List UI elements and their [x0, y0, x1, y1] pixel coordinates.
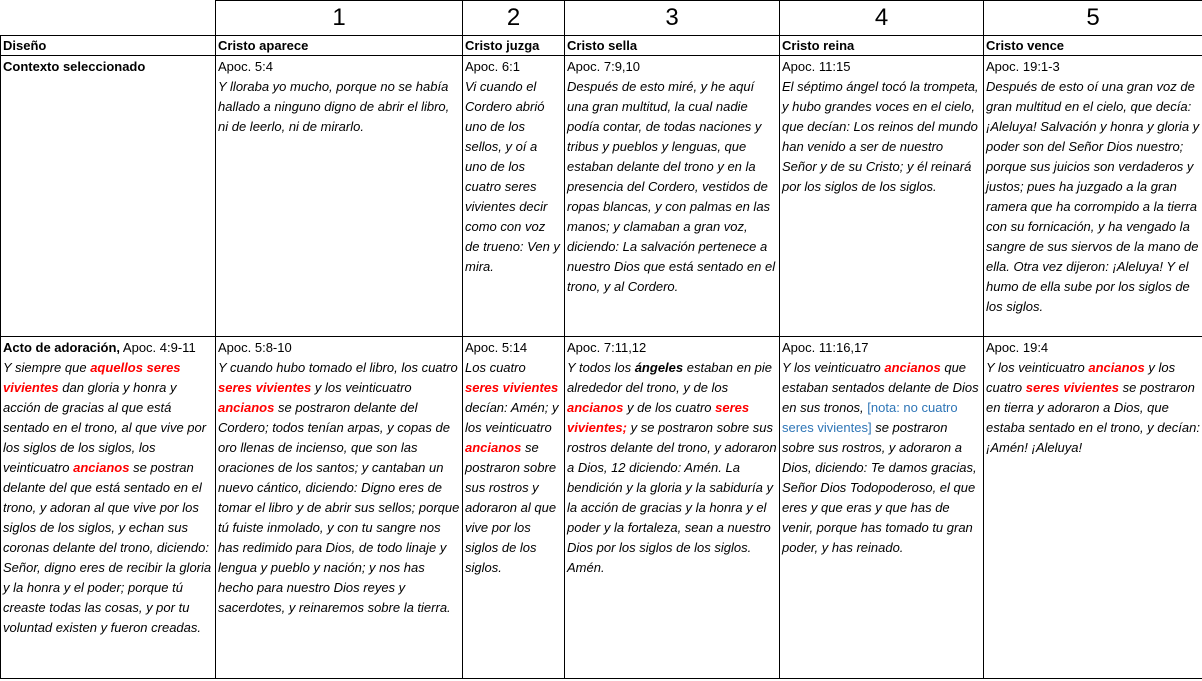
- worship-label-cell: [1, 337, 216, 679]
- highlighted-term: ancianos: [1088, 360, 1145, 375]
- bold-term: ángeles: [634, 360, 684, 375]
- text-segment: se postraron sobre sus rostros y adoraron al que vive por los siglos de los siglos.: [465, 440, 557, 575]
- note-text: [nota: no cuatro seres vivientes]: [782, 400, 958, 435]
- text-segment: Los cuatro: [465, 360, 526, 375]
- column-title: Cristo aparece: [216, 36, 463, 56]
- verse-text: Vi cuando el Cordero abrió uno de los sellos, y oí a uno de los cuatro seres vivientes decir como con voz de trueno: Ven y mira.: [465, 79, 560, 274]
- text-segment: decían: Amén; y los veinticuatro: [465, 400, 559, 435]
- text-segment: y de los cuatro: [623, 400, 716, 415]
- verse-reference: Apoc. 19:4: [986, 340, 1049, 355]
- worship-cell: [463, 337, 565, 679]
- context-cell: [565, 56, 780, 337]
- column-number: 2: [463, 1, 565, 36]
- text-segment: y los veinticuatro: [311, 380, 412, 395]
- text-segment: que estaban sentados delante de Dios en sus tronos,: [782, 360, 979, 415]
- verse-text: [218, 360, 459, 615]
- text-segment: se postraron delante del Cordero; todos tenían arpas, y copas de oro llenas de incienso, que son las oraciones de los santos; y cantaban un nuevo cántico, diciendo: Digno eres de tomar el libro y de abrir sus sellos; porque tú fuiste inmolado, y con tu sangre nos has redimido para Dios, de todo linaje y lengua y pueblo y nación; y nos has hecho para nuestro Dios reyes y sacerdotes, y reinaremos sobre la tierra.: [218, 400, 460, 615]
- highlighted-term: ancianos: [884, 360, 941, 375]
- worship-row: [1, 337, 1202, 679]
- verse-reference: Apoc. 11:15: [782, 59, 851, 74]
- blank-corner-cell: [1, 1, 216, 36]
- highlighted-term: seres vivientes: [465, 380, 559, 395]
- text-segment: Y todos los: [567, 360, 635, 375]
- header-row: [1, 36, 1202, 56]
- highlighted-term: ancianos: [73, 460, 130, 475]
- design-label: Diseño: [1, 36, 216, 56]
- context-row: [1, 56, 1202, 337]
- column-number: 1: [216, 1, 463, 36]
- worship-label: Acto de adoración,: [3, 340, 121, 355]
- verse-text: Después de esto oí una gran voz de gran multitud en el cielo, que decía: ¡Aleluya! Salvación y honra y gloria y poder son del Señor Dios nuestro; porque sus juicios son verdaderos y justos; pues ha juzgado a la gran ramera que ha corrompido a la tierra con su fornicación, y ha vengado la sangre de sus siervos de la mano de ella. Otra vez dijeron: ¡Aleluya! Y el humo de ella sube por los siglos de los siglos.: [986, 79, 1200, 314]
- text-segment: y los cuatro: [986, 360, 1176, 395]
- verse-text: Después de esto miré, y he aquí una gran multitud, la cual nadie podía contar, de todas naciones y tribus y pueblos y lenguas, que estaban delante del trono y en la presencia del Cordero, vestidos de ropas blancas, y con palmas en las manos; y clamaban a gran voz, diciendo: La salvación pertenece a nuestro Dios que está sentado en el trono, y al Cordero.: [567, 79, 776, 294]
- text-segment: Y los veinticuatro: [782, 360, 885, 375]
- worship-label-reference: Apoc. 4:9-11: [120, 340, 196, 355]
- context-cell: [216, 56, 463, 337]
- highlighted-term: seres vivientes;: [567, 400, 750, 435]
- context-cell: [463, 56, 565, 337]
- context-cell: [984, 56, 1202, 337]
- verse-reference: Apoc. 6:1: [465, 59, 520, 74]
- text-segment: Y cuando hubo tomado el libro, los cuatro: [218, 360, 458, 375]
- number-row: [1, 1, 1202, 36]
- text-segment: se postraron sobre sus rostros, y adoraron a Dios, diciendo: Te damos gracias, Señor Dios Todopoderoso, el que eres y que eras y que has de venir, porque has tomado tu gran poder, y has reinado.: [782, 420, 977, 555]
- text-segment: y se postraron sobre sus rostros delante del trono, y adoraron a Dios, 12 diciendo: Amén. La bendición y la gloria y la sabiduría y la acción de gracias y la honra y el poder y la fortaleza, sean a nuestro Dios por los siglos de los siglos. Amén.: [567, 420, 777, 575]
- verse-text: [782, 360, 979, 555]
- text-segment: Y los veinticuatro: [986, 360, 1089, 375]
- worship-cell: [984, 337, 1202, 679]
- column-title: Cristo juzga: [463, 36, 565, 56]
- worship-cell: [780, 337, 984, 679]
- verse-text: [465, 360, 558, 575]
- column-number: 5: [984, 1, 1202, 36]
- highlighted-term: ancianos: [567, 400, 624, 415]
- verse-text: El séptimo ángel tocó la trompeta, y hubo grandes voces en el cielo, que decían: Los reinos del mundo han venido a ser de nuestro Señor y de su Cristo; y él reinará por los siglos de los siglos.: [782, 79, 979, 194]
- verse-text: [567, 360, 777, 575]
- highlighted-term: seres vivientes: [218, 380, 312, 395]
- column-title: Cristo reina: [780, 36, 984, 56]
- context-label: Contexto seleccionado: [3, 59, 146, 74]
- verse-reference: Apoc. 5:14: [465, 340, 528, 355]
- highlighted-term: aquellos seres vivientes: [3, 360, 181, 395]
- verse-reference: Apoc. 7:9,10: [567, 59, 640, 74]
- worship-cell: [565, 337, 780, 679]
- text-segment: estaban en pie alrededor del trono, y de los: [567, 360, 773, 395]
- verse-reference: Apoc. 11:16,17: [782, 340, 869, 355]
- column-number: 3: [565, 1, 780, 36]
- text-segment: Y siempre que: [3, 360, 91, 375]
- verse-reference: Apoc. 5:4: [218, 59, 273, 74]
- text-segment: se postran delante del que está sentado en el trono, y adoran al que vive por los siglos de los siglos, y echan sus coronas delante del trono, diciendo: Señor, digno eres de recibir la gloria y la honra y el poder; porque tú creaste todas las cosas, y por tu voluntad existen y fueron creadas.: [3, 460, 212, 635]
- context-label-cell: [1, 56, 216, 337]
- verse-reference: Apoc. 7:11,12: [567, 340, 647, 355]
- verse-text: [986, 360, 1200, 455]
- text-segment: se postraron en tierra y adoraron a Dios, que estaba sentado en el trono, y decían: ¡Amén! ¡Aleluya!: [986, 380, 1200, 455]
- column-title: Cristo vence: [984, 36, 1202, 56]
- text-segment: dan gloria y honra y acción de gracias al que está sentado en el trono, al que vive por los siglos de los siglos, los veinticuatro: [3, 380, 207, 475]
- worship-cell: [216, 337, 463, 679]
- worship-intro-text: [3, 360, 211, 635]
- verse-reference: Apoc. 5:8-10: [218, 340, 292, 355]
- highlighted-term: ancianos: [465, 440, 522, 455]
- column-title: Cristo sella: [565, 36, 780, 56]
- verse-text: Y lloraba yo mucho, porque no se había hallado a ninguno digno de abrir el libro, ni de leerlo, ni de mirarlo.: [218, 79, 450, 134]
- highlighted-term: ancianos: [218, 400, 275, 415]
- highlighted-term: seres vivientes: [1025, 380, 1119, 395]
- verse-reference: Apoc. 19:1-3: [986, 59, 1060, 74]
- context-cell: [780, 56, 984, 337]
- column-number: 4: [780, 1, 984, 36]
